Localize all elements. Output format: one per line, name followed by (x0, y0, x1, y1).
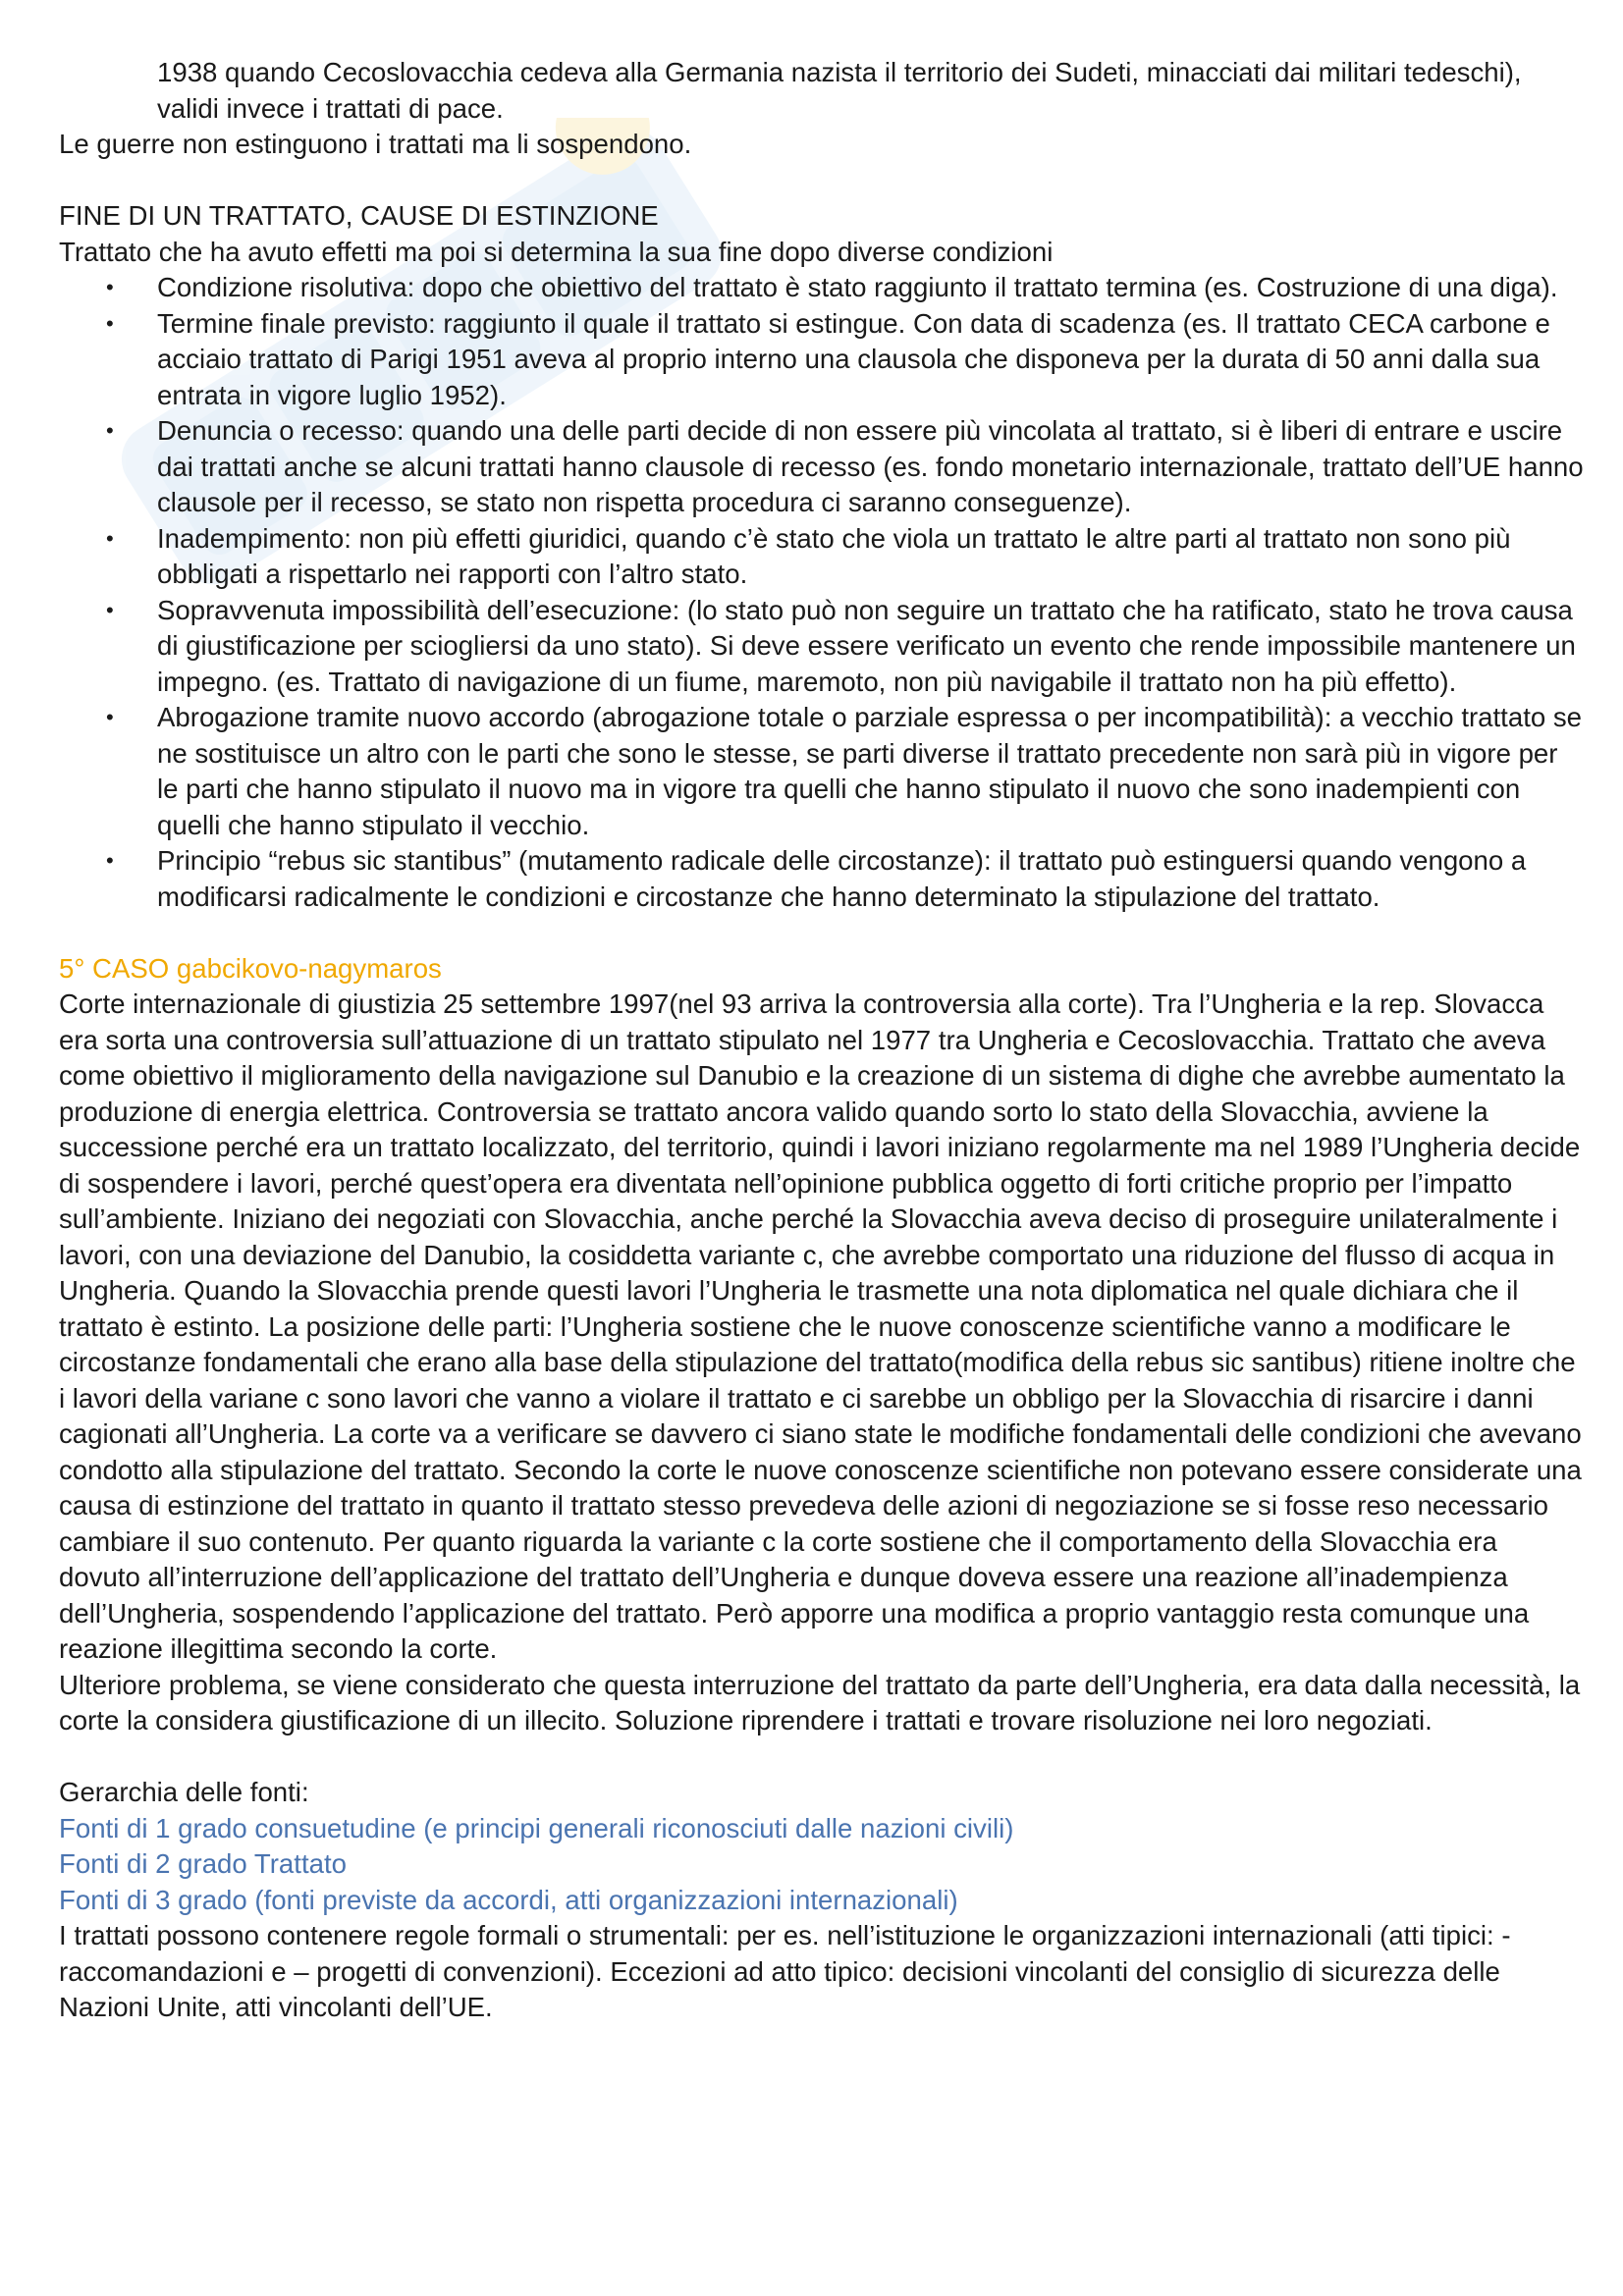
list-item-text: Condizione risolutiva: dopo che obiettivo del trattato è stato raggiunto il trattato termina (es. Costruzione di una diga). (157, 272, 1558, 302)
list-item (59, 843, 1586, 915)
war-note: Le guerre non estinguono i trattati ma li sospendono. (59, 129, 692, 159)
extinction-heading: FINE DI UN TRATTATO, CAUSE DI ESTINZIONE (59, 200, 659, 231)
list-item (59, 270, 1586, 306)
extinction-causes-list (59, 270, 1586, 915)
bullet-icon: • (106, 848, 114, 873)
bullet-icon: • (106, 418, 114, 443)
extinction-intro: Trattato che ha avuto effetti ma poi si determina la sua fine dopo diverse condizioni (59, 236, 1054, 267)
source-grade-2: Fonti di 2 grado Trattato (59, 1848, 347, 1879)
document-page (59, 55, 1586, 2026)
list-item-text: Principio “rebus sic stantibus” (mutamento radicale delle circostanze): il trattato può estinguersi quando vengono a modificarsi radicalmente le condizioni e circostanze che hanno determinato la stipulazione del trattato. (157, 845, 1527, 912)
list-item-text: Inadempimento: non più effetti giuridici, quando c’è stato che viola un trattato le altre parti al trattato non sono più obbligati a rispettarlo nei rapporti con l’altro stato. (157, 522, 1511, 589)
list-item (59, 306, 1586, 414)
list-item-text: Abrogazione tramite nuovo accordo (abrogazione totale o parziale espressa o per incompatibilità): a vecchio trattato se ne sostituisce un altro con le parti che sono le stesse, se parti diverse il trattato precedente non sarà più in vigore per le parti che hanno stipulato il nuovo ma in vigore tra quelli che hanno stipulato il nuovo che sono inadempienti con quelli che hanno stipulato il vecchio. (157, 702, 1583, 840)
bullet-icon: • (106, 597, 114, 622)
case-paragraph: Corte internazionale di giustizia 25 settembre 1997(nel 93 arriva la controversia alla corte). Tra l’Ungheria e la rep. Slovacca era sorta una controversia sull’attuazione di un trattato stipulato nel 1977 tra Ungheria e Cecoslovacchia. Trattato che aveva come obiettivo il miglioramento della navigazione sul Danubio e la creazione di un sistema di dighe che avrebbe aumentato la produzione di energia elettrica. Controversia se trattato ancora valido quando sorto lo stato della Slovacchia, avviene la successione perché era un trattato localizzato, del territorio, quindi i lavori iniziano regolarmente ma nel 1989 l’Ungheria decide di sospendere i lavori, perché quest’opera era diventata nell’opinione pubblica oggetto di forti critiche proprio per l’impatto sull’ambiente. Iniziano dei negoziati con Slovacchia, anche perché la Slovacchia aveva deciso di proseguire unilateralmente i lavori, con una deviazione del Danubio, la cosiddetta variante c, che avrebbe comportato una riduzione del flusso di acqua in Ungheria. Quando la Slovacchia prende questi lavori l’Ungheria le trasmette una nota diplomatica nel quale dichiara che il trattato è estinto. La posizione delle parti: l’Ungheria sostiene che le nuove conoscenze scientifiche vanno a modificare le circostanze fondamentali che erano alla base della stipulazione del trattato(modifica della rebus sic santibus) ritiene inoltre che i lavori della varianе c sono lavori che vanno a violare il trattato e ci sarebbe un obbligo per la Slovacchia di risarcire i danni cagionati all’Ungheria. La corte va a verificare se davvero ci siano state le modifiche fondamentali delle condizioni che avevano condotto alla stipulazione del trattato. Secondo la corte le nuove conoscenze scientifiche non potevano essere considerate una causa di estinzione del trattato in quanto il trattato stesso prevedeva delle azioni di negoziazione se si fosse reso necessario cambiare il suo contenuto. Per quanto riguarda la variante c la corte sostiene che il comportamento della Slovacchia era dovuto all’interruzione dell’applicazione del trattato dell’Ungheria e dunque doveva essere una reazione all’inadempienza dell’Ungheria, sospendendo l’applicazione del trattato. Però apporre una modifica a proprio vantaggio resta comunque una reazione illegittima secondo la corte. (59, 988, 1582, 1664)
list-item-text: Denuncia o recesso: quando una delle parti decide di non essere più vincolata al trattato, si è liberi di entrare e uscire dai trattati anche se alcuni trattati hanno clausole di recesso (es. fondo monetario internazionale, trattato dell’UE hanno clausole per il recesso, se stato non rispetta procedura ci saranno conseguenze). (157, 415, 1584, 517)
case-title: 5° CASO gabcikovo-nagymaros (59, 952, 442, 984)
list-item-text: Sopravvenuta impossibilità dell’esecuzione: (lo stato può non seguire un trattato che ha ratificato, stato he trova causa di giustificazione per sciogliersi da uno stato). Si deve essere verificato un evento che rende impossibile mantenere un impegno. (es. Trattato di navigazione di un fiume, maremoto, non più navigabile il trattato non ha più effetto). (157, 594, 1576, 697)
bullet-icon: • (106, 310, 114, 336)
sources-heading: Gerarchia delle fonti: (59, 1777, 309, 1807)
bullet-icon: • (106, 525, 114, 551)
case-paragraph: Ulteriore problema, se viene considerato che questa interruzione del trattato da parte dell’Ungheria, era data dalla necessità, la corte la considera giustificazione di un illecito. Soluzione riprendere i trattati e trovare risoluzione nei loro negoziati. (59, 1669, 1581, 1735)
intro-continuation: 1938 quando Cecoslovacchia cedeva alla Germania nazista il territorio dei Sudeti, minacciati dai militari tedeschi), validi invece i trattati di pace. (157, 57, 1522, 124)
source-grade-3: Fonti di 3 grado (fonti previste da accordi, atti organizzazioni internazionali) (59, 1884, 958, 1915)
bullet-icon: • (106, 705, 114, 729)
list-item (59, 700, 1586, 843)
bullet-icon: • (106, 275, 114, 299)
list-item (59, 593, 1586, 701)
list-item (59, 413, 1586, 521)
source-grade-1: Fonti di 1 grado consuetudine (e principi generali riconosciuti dalle nazioni civili) (59, 1812, 1014, 1843)
sources-closing: I trattati possono contenere regole formali o strumentali: per es. nell’istituzione le organizzazioni internazionali (atti tipici: -raccomandazioni e – progetti di convenzioni). Eccezioni ad atto tipico: decisioni vincolanti del consiglio di sicurezza delle Nazioni Unite, atti vincolanti dell’UE. (59, 1920, 1511, 2022)
list-item-text: Termine finale previsto: raggiunto il quale il trattato si estingue. Con data di scadenza (es. Il trattato CECA carbone e acciaio trattato di Parigi 1951 aveva al proprio interno una clausola che disponeva per la durata di 50 anni dalla sua entrata in vigore luglio 1952). (157, 307, 1550, 410)
list-item (59, 521, 1586, 593)
